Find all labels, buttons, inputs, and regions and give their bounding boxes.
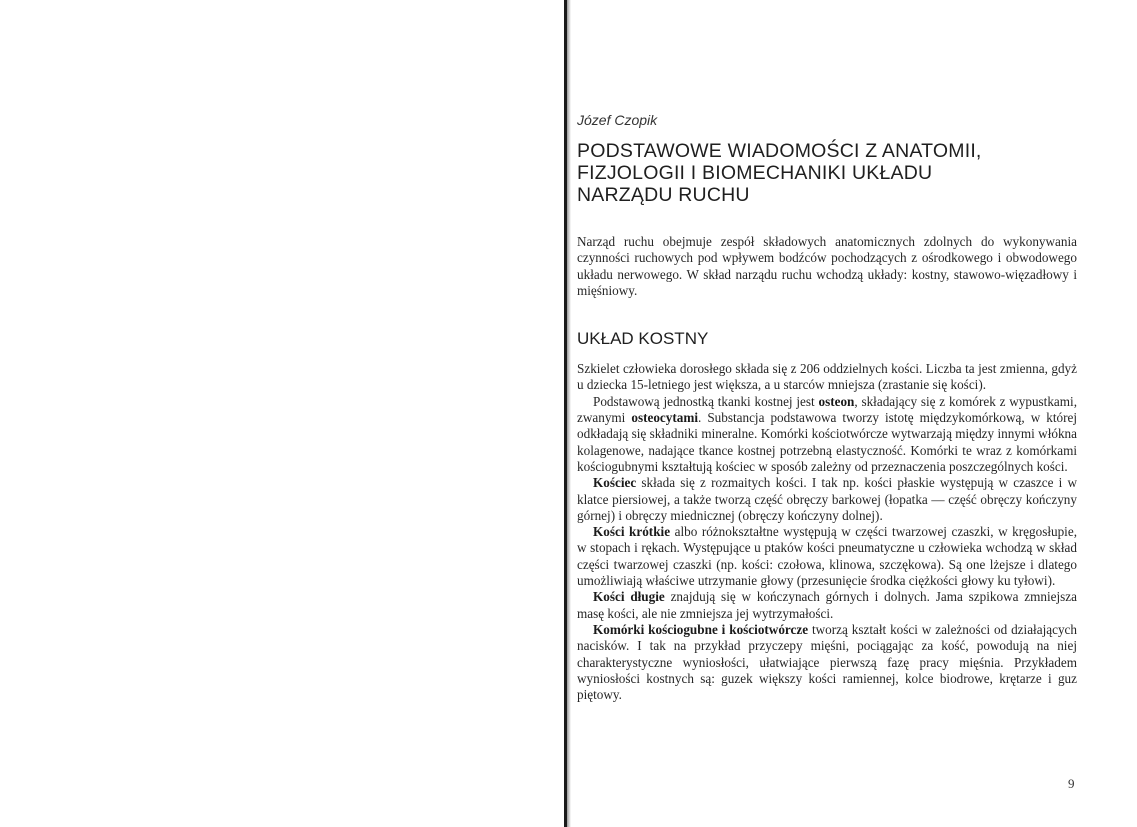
term-osteon: osteon [818,393,855,409]
term-long-bones: Kości długie [593,589,665,605]
chapter-title-line-1: PODSTAWOWE WIADOMOŚCI Z ANATOMII, [577,140,982,162]
author-name: Józef Czopik [577,112,658,128]
section-heading: UKŁAD KOSTNY [577,329,709,349]
spine-shadow [567,0,571,827]
paragraph-text: , składający się z komórek z wypustkami, zwanymi [577,393,1077,426]
paragraph-text: składa się z rozmaitych kości. I tak np. kości płaskie występują w czaszce i w klatce piersiowej, a także tworzą część obręczy barkowej (łopatka — część obręczy kończyny górnej) i obręczy miednicznej (obręczy kończyny dolnej). [577,475,1077,523]
paragraph-text: znajdują się w kończynach górnych i dolnych. Jama szpikowa zmniejsza masę kości, ale nie zmniejsza jej wytrzymałości. [577,589,1077,621]
paragraph-long-bones [577,589,1077,622]
term-short-bones: Kości krótkie [593,524,671,540]
chapter-title-line-2: FIZJOLOGII I BIOMECHANIKI UKŁADU [577,162,933,184]
intro-paragraph: Narząd ruchu obejmuje zespół składowych anatomicznych zdolnych do wykonywania czynności ruchowych pod wpływem bodźców pochodzących z ośrodkowego i obwodowego układu nerwowego. W skład narządu ruchu wchodzą układy: kostny, stawowo-więzadłowy i mięśniowy. [577,234,1077,298]
paragraph-skeleton: Szkielet człowieka dorosłego składa się z 206 oddzielnych kości. Liczba ta jest zmienna, gdyż u dziecka 15-letniego jest większa, a u starców mniejsza (zrastanie się kości). [577,361,1077,393]
paragraph-koscieс [577,475,1077,524]
paragraph-text: tworzą kształt kości w zależności od działających nacisków. I tak na przykład przyczepy mięśni, pociągając za kość, powodują na niej charakterystyczne wyniosłości, ułatwiające pierwszą fazę pracy mięśnia. Przykładem wyniosłości kostnych są: guzek większy kości ramiennej, kolce biodrowe, krętarze i guz piętowy. [577,621,1077,703]
paragraph-text: Podstawową jednostką tkanki kostnej jest [593,393,819,409]
term-bone-cells: Komórki kościogubne i kościotwórcze [593,621,809,637]
paragraph-bone-cells [577,622,1077,703]
term-osteocytes: osteocytami [631,410,699,426]
chapter-title-line-3: NARZĄDU RUCHU [577,184,750,206]
paragraph-text: . Substancja podstawowa tworzy istotę międzykomórkową, w której odkładają się składniki mineralne. Komórki kościotwórcze wytwarzają między innymi włókna kolagenowe, nadające tkance kostnej potrzebną elastyczność. Komórki te wraz z komórkami kościogubnymi kształtują kościec w sposób zależny od przeznaczenia poszczególnych kości. [577,410,1077,474]
page-number: 9 [1068,776,1075,791]
paragraph-text: albo różnokształtne występują w części twarzowej czaszki, w kręgosłupie, w stopach i rękach. Występujące u ptaków kości pneumatyczne u człowieka wchodzą w skład części twarzowej czaszki (np. kości: czołowa, klinowa, szczękowa). Są one lżejsze i dlatego umożliwiają właściwe utrzymanie głowy (przesunięcie środka ciężkości głowy ku tyłowi). [577,524,1077,589]
chapter-title [577,140,1077,206]
right-page [577,112,1077,703]
paragraph-osteon [577,394,1077,475]
term-kosciec: Kościec [593,475,637,491]
paragraph-short-bones [577,524,1077,589]
